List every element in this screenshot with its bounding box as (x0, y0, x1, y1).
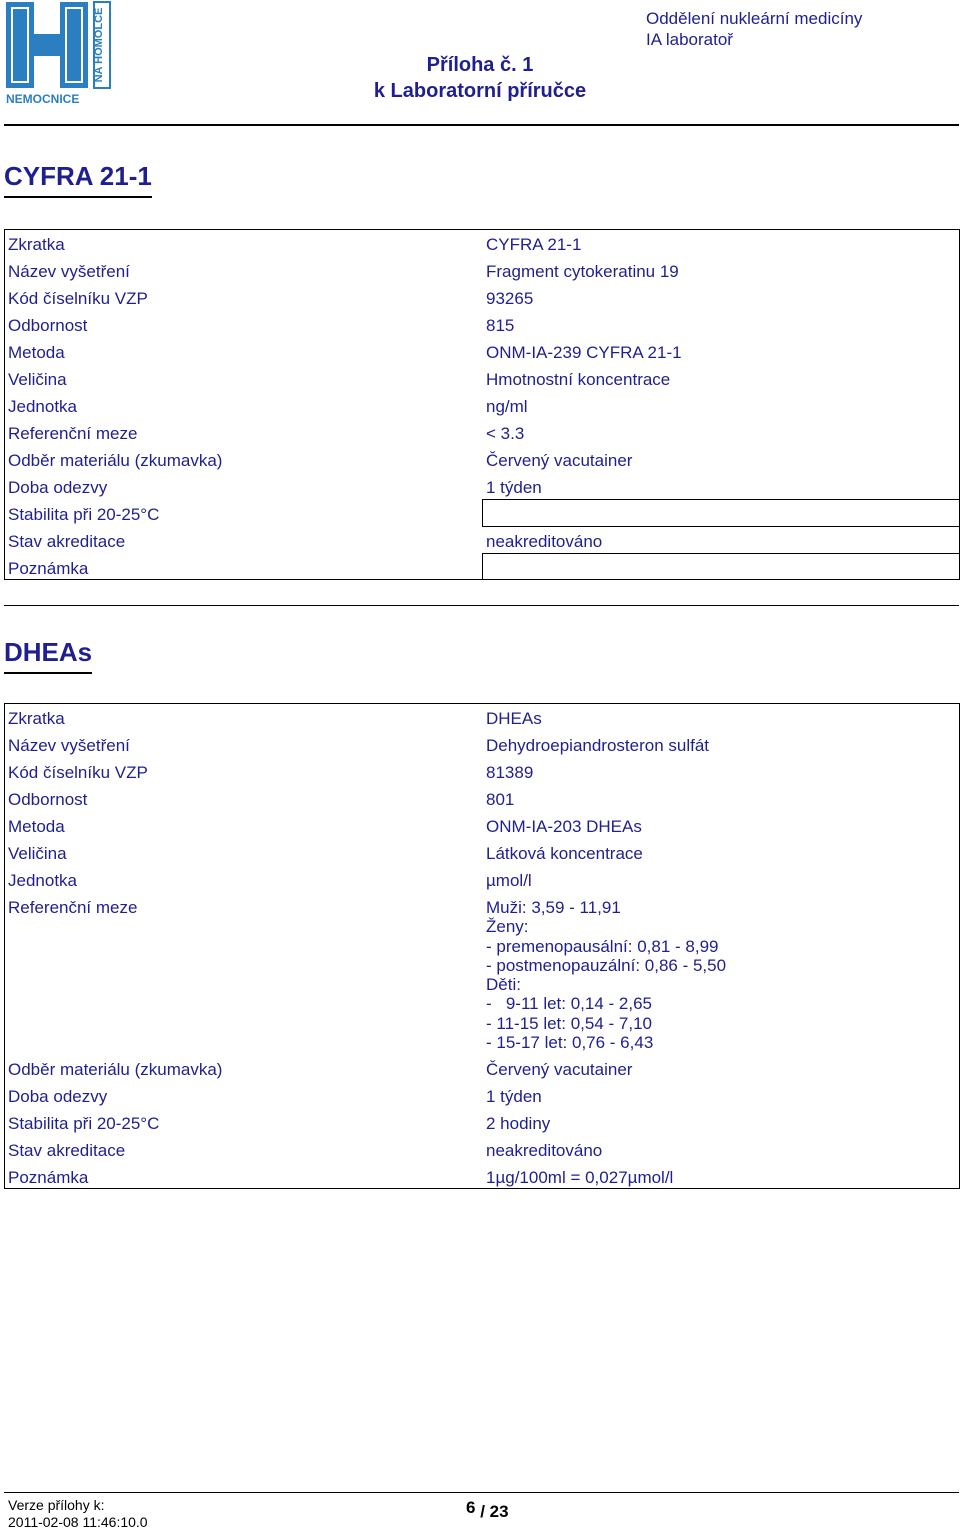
row-value: 2 hodiny (486, 1114, 551, 1133)
row-value: 1 týden (486, 1087, 542, 1106)
attachment-title-line1: Příloha č. 1 (426, 54, 534, 76)
reference-line: - 11-15 let: 0,54 - 7,10 (486, 1013, 653, 1033)
table-row (4, 1055, 960, 1082)
table-row (4, 812, 960, 839)
row-value: 1 týden (486, 478, 542, 497)
row-label: Poznámka (8, 559, 89, 578)
table-row (4, 785, 960, 812)
department-name: Oddělení nukleární medicíny (646, 9, 863, 28)
table-row (4, 1109, 960, 1136)
row-label: Odběr materiálu (zkumavka) (8, 451, 223, 470)
page-total: / 23 (480, 1502, 509, 1521)
version-label: Verze přílohy k: (8, 1497, 105, 1513)
section-title-dheas: DHEAs (4, 636, 92, 674)
table-row (4, 758, 960, 785)
version-info (8, 1497, 148, 1531)
attachment-title-line2: k Laboratorní příručce (373, 80, 587, 102)
row-value (482, 554, 960, 581)
row-value: neakreditováno (486, 532, 603, 551)
hospital-logo (4, 0, 118, 108)
attachment-title (330, 52, 630, 104)
row-value: Fragment cytokeratinu 19 (486, 262, 679, 281)
table-row (4, 338, 960, 365)
row-label: Zkratka (8, 235, 65, 254)
row-value: 93265 (486, 289, 534, 308)
reference-line: - postmenopauzální: 0,86 - 5,50 (486, 955, 727, 975)
table-row (4, 1082, 960, 1109)
page-number (466, 1498, 509, 1522)
reference-line: - premenopausální: 0,81 - 8,99 (486, 936, 719, 956)
row-label: Poznámka (8, 1168, 89, 1187)
page-current: 6 (466, 1498, 476, 1517)
reference-line: Děti: (486, 975, 521, 995)
row-label: Metoda (8, 817, 65, 836)
table-row (4, 230, 960, 257)
row-value: ONM-IA-239 CYFRA 21-1 (486, 343, 682, 362)
table-row (4, 419, 960, 446)
row-value: Červený vacutainer (486, 451, 633, 470)
row-value: ng/ml (486, 397, 528, 416)
row-label: Referenční meze (8, 424, 138, 443)
footer-divider (4, 1492, 959, 1493)
table-row (4, 392, 960, 419)
row-label: Doba odezvy (8, 1087, 108, 1106)
reference-line: Ženy: (486, 917, 529, 937)
table-row (4, 839, 960, 866)
section-title-cyfra: CYFRA 21-1 (4, 160, 152, 198)
row-label: Kód číselníku VZP (8, 763, 148, 782)
row-label: Doba odezvy (8, 478, 108, 497)
row-label: Metoda (8, 343, 65, 362)
row-label: Název vyšetření (8, 262, 130, 281)
table-row (4, 893, 960, 1055)
table-row (4, 527, 960, 554)
row-label: Veličina (8, 370, 67, 389)
table-row (4, 311, 960, 338)
row-value: DHEAs (486, 709, 542, 728)
row-label: Referenční meze (8, 898, 138, 917)
row-label: Veličina (8, 844, 67, 863)
reference-range-value (482, 893, 960, 1055)
row-value: neakreditováno (486, 1141, 603, 1160)
row-label: Odbornost (8, 790, 88, 809)
row-value: 81389 (486, 763, 534, 782)
row-label: Stabilita při 20-25°C (8, 1114, 160, 1133)
row-label: Stav akreditace (8, 1141, 126, 1160)
row-value: Dehydroepiandrosteron sulfát (486, 736, 710, 755)
dheas-parameters-table (4, 704, 960, 1190)
row-label: Jednotka (8, 397, 77, 416)
row-label: Kód číselníku VZP (8, 289, 148, 308)
row-value: Červený vacutainer (486, 1060, 633, 1079)
row-value: CYFRA 21-1 (486, 235, 582, 254)
table-row (4, 866, 960, 893)
reference-line: - 9-11 let: 0,14 - 2,65 (486, 994, 652, 1014)
row-value: Hmotnostní koncentrace (486, 370, 671, 389)
reference-line: Muži: 3,59 - 11,91 (486, 898, 621, 917)
table-row (4, 1163, 960, 1190)
header-divider (4, 124, 959, 126)
table-row (4, 704, 960, 731)
row-label: Název vyšetření (8, 736, 130, 755)
department-info (646, 8, 862, 50)
version-date: 2011-02-08 11:46:10.0 (8, 1514, 148, 1530)
row-label: Stabilita při 20-25°C (8, 505, 160, 524)
table-row (4, 731, 960, 758)
row-value: < 3.3 (486, 424, 525, 443)
row-label: Odbornost (8, 316, 88, 335)
row-value: Látková koncentrace (486, 844, 643, 863)
svg-text:NEMOCNICE: NEMOCNICE (6, 92, 80, 106)
row-value: µmol/l (486, 871, 532, 890)
table-row (4, 284, 960, 311)
table-row (4, 500, 960, 527)
table-row (4, 257, 960, 284)
laboratory-name: IA laboratoř (646, 30, 733, 49)
row-value: 801 (486, 790, 515, 809)
row-label: Zkratka (8, 709, 65, 728)
row-label: Stav akreditace (8, 532, 126, 551)
table-row (4, 554, 960, 581)
table-row (4, 365, 960, 392)
table-row (4, 446, 960, 473)
row-value: ONM-IA-203 DHEAs (486, 817, 642, 836)
reference-line: - 15-17 let: 0,76 - 6,43 (486, 1033, 654, 1053)
cyfra-parameters-table (4, 230, 960, 581)
table-row (4, 473, 960, 500)
row-value (482, 500, 960, 527)
svg-text:NA HOMOLCE: NA HOMOLCE (93, 7, 105, 83)
row-value: 1µg/100ml = 0,027µmol/l (486, 1168, 674, 1187)
table-row (4, 1136, 960, 1163)
row-label: Jednotka (8, 871, 77, 890)
row-value: 815 (486, 316, 515, 335)
row-label: Odběr materiálu (zkumavka) (8, 1060, 223, 1079)
section-divider (4, 605, 959, 606)
